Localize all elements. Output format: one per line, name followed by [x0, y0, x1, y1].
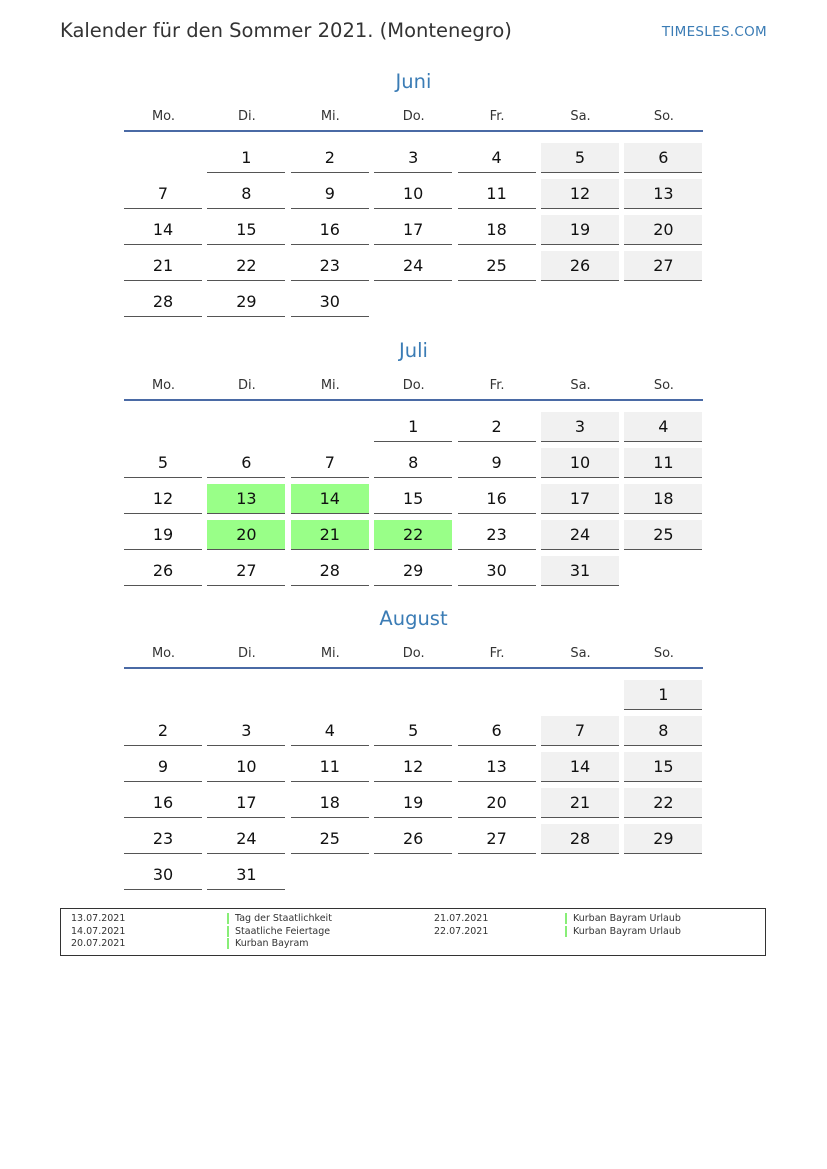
day-cell: 25 [291, 824, 369, 854]
weekday-label: Fr. [489, 109, 505, 124]
day-cell: 5 [124, 448, 202, 478]
day-cell: 3 [374, 143, 452, 173]
day-cell: 21 [541, 788, 619, 818]
day-cell: 13 [458, 752, 536, 782]
day-cell: 23 [124, 824, 202, 854]
month-title: Juni [395, 70, 432, 93]
day-cell: 24 [374, 251, 452, 281]
weekday-label: Sa. [570, 646, 591, 661]
day-cell: 19 [124, 520, 202, 550]
day-cell: 18 [624, 484, 702, 514]
day-cell: 17 [541, 484, 619, 514]
day-cell: 11 [458, 179, 536, 209]
legend-holiday-name: Kurban Bayram Urlaub [565, 926, 681, 937]
weekday-header [124, 378, 703, 396]
day-cell: 6 [458, 716, 536, 746]
day-cell: 7 [541, 716, 619, 746]
day-cell: 4 [458, 143, 536, 173]
day-cell: 11 [624, 448, 702, 478]
day-cell: 4 [291, 716, 369, 746]
day-cell: 29 [207, 287, 285, 317]
weekday-label: So. [653, 109, 674, 124]
legend-holiday-name: Kurban Bayram [227, 938, 309, 949]
day-cell: 18 [291, 788, 369, 818]
holiday-day-cell: 20 [207, 520, 285, 550]
day-cell: 6 [207, 448, 285, 478]
day-cell: 8 [207, 179, 285, 209]
day-cell: 27 [207, 556, 285, 586]
day-cell: 27 [458, 824, 536, 854]
month-title: August [379, 607, 448, 630]
day-cell: 9 [458, 448, 536, 478]
day-cell: 22 [624, 788, 702, 818]
day-cell: 28 [291, 556, 369, 586]
weekday-label: Mi. [320, 378, 340, 393]
day-cell: 20 [624, 215, 702, 245]
header-rule [124, 130, 703, 132]
weekday-label: Fr. [489, 646, 505, 661]
day-cell: 25 [624, 520, 702, 550]
day-cell: 5 [541, 143, 619, 173]
day-cell: 23 [291, 251, 369, 281]
day-cell: 18 [458, 215, 536, 245]
day-cell: 26 [374, 824, 452, 854]
day-cell: 31 [207, 860, 285, 890]
day-cell: 26 [541, 251, 619, 281]
day-cell: 15 [624, 752, 702, 782]
day-cell: 16 [458, 484, 536, 514]
day-cell: 21 [124, 251, 202, 281]
weekday-label: So. [653, 646, 674, 661]
day-cell: 28 [124, 287, 202, 317]
holiday-day-cell: 21 [291, 520, 369, 550]
day-cell: 12 [374, 752, 452, 782]
holiday-day-cell: 14 [291, 484, 369, 514]
day-cell: 22 [207, 251, 285, 281]
day-cell: 1 [624, 680, 702, 710]
day-cell: 29 [624, 824, 702, 854]
day-cell: 31 [541, 556, 619, 586]
day-cell: 2 [458, 412, 536, 442]
day-cell: 10 [541, 448, 619, 478]
day-cell: 1 [207, 143, 285, 173]
day-cell: 26 [124, 556, 202, 586]
weekday-label: Mo. [151, 646, 176, 661]
day-cell: 8 [624, 716, 702, 746]
day-cell: 23 [458, 520, 536, 550]
weekday-label: Do. [402, 378, 425, 393]
weekday-label: Mi. [320, 109, 340, 124]
legend-date: 21.07.2021 [434, 913, 489, 924]
weekday-label: Mo. [151, 109, 176, 124]
day-cell: 28 [541, 824, 619, 854]
day-cell: 2 [124, 716, 202, 746]
weekday-label: Di. [238, 109, 256, 124]
day-cell: 14 [541, 752, 619, 782]
day-cell: 19 [374, 788, 452, 818]
legend-date: 14.07.2021 [71, 925, 126, 937]
day-cell: 3 [541, 412, 619, 442]
legend-holiday-name: Staatliche Feiertage [227, 926, 330, 937]
weekday-label: Do. [402, 109, 425, 124]
day-cell: 24 [541, 520, 619, 550]
day-cell: 29 [374, 556, 452, 586]
weekday-label: Mo. [151, 378, 176, 393]
weekday-header [124, 109, 703, 127]
day-cell: 1 [374, 412, 452, 442]
day-cell: 10 [374, 179, 452, 209]
legend-date: 22.07.2021 [434, 925, 489, 937]
weekday-label: Di. [238, 646, 256, 661]
day-cell: 3 [207, 716, 285, 746]
holiday-day-cell: 13 [207, 484, 285, 514]
holiday-day-cell: 22 [374, 520, 452, 550]
day-cell: 10 [207, 752, 285, 782]
weekday-label: Do. [402, 646, 425, 661]
day-cell: 9 [291, 179, 369, 209]
page-title: Kalender für den Sommer 2021. (Montenegro) [60, 19, 512, 42]
weekday-label: Mi. [320, 646, 340, 661]
day-cell: 11 [291, 752, 369, 782]
holiday-legend [60, 908, 766, 956]
day-cell: 12 [541, 179, 619, 209]
day-cell: 2 [291, 143, 369, 173]
day-cell: 7 [291, 448, 369, 478]
day-cell: 15 [374, 484, 452, 514]
day-cell: 19 [541, 215, 619, 245]
weekday-label: Sa. [570, 378, 591, 393]
day-cell: 5 [374, 716, 452, 746]
day-cell: 24 [207, 824, 285, 854]
header-rule [124, 399, 703, 401]
day-cell: 30 [124, 860, 202, 890]
day-cell: 6 [624, 143, 702, 173]
day-cell: 27 [624, 251, 702, 281]
header-rule [124, 667, 703, 669]
site-link[interactable]: TIMESLES.COM [661, 24, 767, 40]
day-cell: 20 [458, 788, 536, 818]
day-cell: 30 [458, 556, 536, 586]
day-cell: 12 [124, 484, 202, 514]
weekday-label: Sa. [570, 109, 591, 124]
day-cell: 25 [458, 251, 536, 281]
day-cell: 30 [291, 287, 369, 317]
legend-date: 20.07.2021 [71, 938, 126, 949]
weekday-label: So. [653, 378, 674, 393]
day-cell: 17 [207, 788, 285, 818]
day-cell: 7 [124, 179, 202, 209]
weekday-header [124, 646, 703, 664]
day-cell: 17 [374, 215, 452, 245]
month-title: Juli [399, 339, 428, 362]
day-cell: 15 [207, 215, 285, 245]
day-cell: 13 [624, 179, 702, 209]
day-cell: 16 [124, 788, 202, 818]
legend-date: 13.07.2021 [71, 913, 126, 924]
day-cell: 14 [124, 215, 202, 245]
legend-holiday-name: Kurban Bayram Urlaub [565, 913, 681, 924]
day-cell: 8 [374, 448, 452, 478]
legend-holiday-name: Tag der Staatlichkeit [227, 913, 332, 924]
weekday-label: Di. [238, 378, 256, 393]
day-cell: 4 [624, 412, 702, 442]
weekday-label: Fr. [489, 378, 505, 393]
day-cell: 16 [291, 215, 369, 245]
day-cell: 9 [124, 752, 202, 782]
